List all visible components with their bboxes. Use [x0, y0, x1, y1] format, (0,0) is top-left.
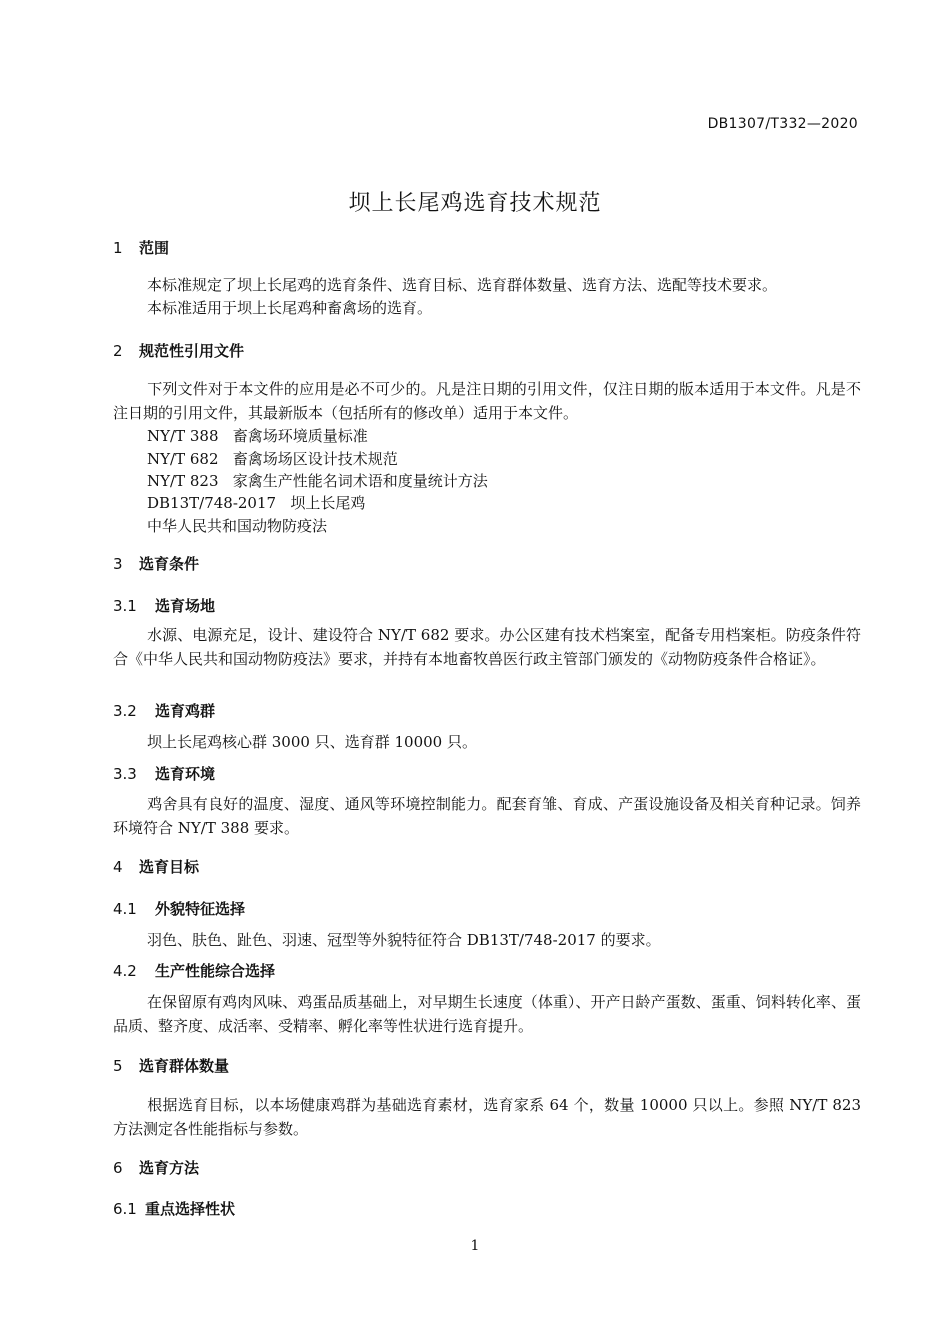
section-4-heading [113, 856, 199, 877]
section-title: 范围 [139, 239, 170, 257]
reference-code: NY/T 388 [147, 427, 219, 445]
paragraph-text: 羽色、肤色、趾色、羽速、冠型等外貌特征符合 DB13T/748-2017 的要求。 [147, 931, 661, 949]
section-title: 选育条件 [139, 555, 200, 573]
normative-reference [147, 425, 368, 446]
subsection-3-3-paragraph [113, 793, 861, 840]
reference-title: 畜禽场环境质量标准 [232, 427, 368, 445]
subsection-number: 4.2 [113, 962, 137, 980]
section-title: 选育群体数量 [139, 1057, 230, 1075]
subsection-3-2-paragraph [113, 731, 861, 755]
section-1-paragraph-2 [113, 297, 861, 321]
paragraph-text: 下列文件对于本文件的应用是必不可少的。凡是注日期的引用文件，仅注日期的版本适用于本文件。凡是不注日期的引用文件，其最新版本（包括所有的修改单）适用于本文件。 [113, 380, 861, 422]
subsection-number: 3.2 [113, 702, 137, 720]
paragraph-text: 根据选育目标，以本场健康鸡群为基础选育素材，选育家系 64 个，数量 10000 只以上。参照 NY/T 823 方法测定各性能指标与参数。 [113, 1096, 861, 1138]
section-3-heading [113, 553, 199, 574]
reference-title: 家禽生产性能名词术语和度量统计方法 [232, 472, 488, 490]
subsection-3-1-heading [113, 595, 215, 616]
reference-title: 坝上长尾鸡 [290, 494, 366, 512]
reference-code: 中华人民共和国动物防疫法 [147, 517, 328, 535]
section-5-paragraph [113, 1094, 861, 1141]
section-number: 1 [113, 239, 123, 257]
paragraph-text: 本标准规定了坝上长尾鸡的选育条件、选育目标、选育群体数量、选育方法、选配等技术要求。 [147, 276, 778, 294]
subsection-number: 3.1 [113, 597, 137, 615]
reference-title: 畜禽场场区设计技术规范 [232, 450, 398, 468]
section-1-paragraph-1 [113, 274, 861, 298]
subsection-title: 选育环境 [155, 765, 216, 783]
reference-code: DB13T/748-2017 [147, 494, 277, 512]
subsection-title: 生产性能综合选择 [155, 962, 276, 980]
section-title: 选育目标 [139, 858, 200, 876]
section-number: 6 [113, 1159, 123, 1177]
normative-reference [147, 515, 327, 536]
normative-reference [147, 448, 398, 469]
section-2-heading [113, 340, 244, 361]
subsection-4-1-heading [113, 898, 245, 919]
section-5-heading [113, 1055, 229, 1076]
subsection-number: 4.1 [113, 900, 137, 918]
subsection-number: 3.3 [113, 765, 137, 783]
page-number: 1 [470, 1238, 480, 1254]
reference-code: NY/T 823 [147, 472, 219, 490]
section-number: 4 [113, 858, 123, 876]
subsection-3-3-heading [113, 763, 215, 784]
subsection-title: 外貌特征选择 [155, 900, 246, 918]
subsection-3-2-heading [113, 700, 215, 721]
subsection-4-1-paragraph [113, 929, 861, 953]
subsection-title: 选育鸡群 [155, 702, 216, 720]
reference-code: NY/T 682 [147, 450, 219, 468]
subsection-4-2-heading [113, 960, 275, 981]
section-number: 2 [113, 342, 123, 360]
normative-reference [147, 470, 488, 491]
section-2-paragraph [113, 378, 861, 425]
section-1-heading [113, 237, 169, 258]
paragraph-text: 在保留原有鸡肉风味、鸡蛋品质基础上，对早期生长速度（体重）、开产日龄产蛋数、蛋重、饲料转化率、蛋品质、整齐度、成活率、受精率、孵化率等性状进行选育提升。 [113, 993, 861, 1035]
document-title: 坝上长尾鸡选育技术规范 [348, 191, 602, 216]
section-number: 5 [113, 1057, 123, 1075]
section-number: 3 [113, 555, 123, 573]
subsection-title: 重点选择性状 [145, 1200, 236, 1218]
paragraph-text: 水源、电源充足，设计、建设符合 NY/T 682 要求。办公区建有技术档案室，配备专用档案柜。防疫条件符合《中华人民共和国动物防疫法》要求，并持有本地畜牧兽医行政主管部门颁发的《动物防疫条件合格证》。 [113, 626, 861, 668]
section-title: 规范性引用文件 [139, 342, 245, 360]
normative-reference [147, 492, 365, 513]
subsection-4-2-paragraph [113, 991, 861, 1038]
subsection-title: 选育场地 [155, 597, 216, 615]
document-number: DB1307/T332—2020 [707, 116, 858, 132]
paragraph-text: 本标准适用于坝上长尾鸡种畜禽场的选育。 [147, 299, 433, 317]
subsection-6-1-heading [113, 1198, 235, 1219]
section-title: 选育方法 [139, 1159, 200, 1177]
paragraph-text: 鸡舍具有良好的温度、湿度、通风等环境控制能力。配套育雏、育成、产蛋设施设备及相关育种记录。饲养环境符合 NY/T 388 要求。 [113, 795, 861, 837]
section-6-heading [113, 1157, 199, 1178]
subsection-3-1-paragraph [113, 624, 861, 671]
paragraph-text: 坝上长尾鸡核心群 3000 只、选育群 10000 只。 [147, 733, 477, 751]
subsection-number: 6.1 [113, 1200, 137, 1218]
